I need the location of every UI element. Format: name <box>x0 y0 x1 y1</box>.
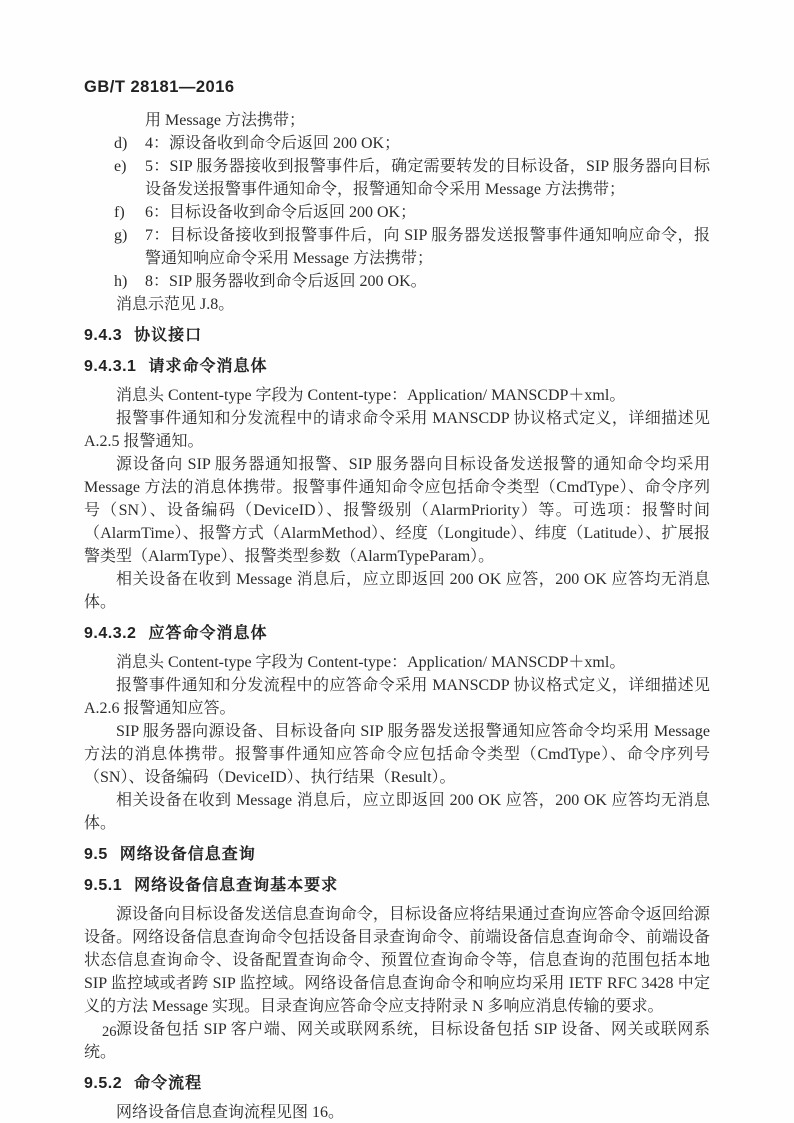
paragraph: 相关设备在收到 Message 消息后，应立即返回 200 OK 应答，200 OK 应答均无消息体。 <box>84 792 710 832</box>
list-item-g <box>84 224 710 270</box>
section-title: 请求命令消息体 <box>148 358 268 375</box>
list-item-marker: h) <box>114 273 128 290</box>
page-number: 26 <box>102 1024 117 1040</box>
section-number: 9.5.1 <box>84 877 123 894</box>
section-number: 9.4.3.2 <box>84 625 137 642</box>
list-item-marker: g) <box>114 227 128 244</box>
list-item-marker: e) <box>114 158 127 175</box>
section-heading-9-5-1 <box>84 874 710 897</box>
section-heading-9-4-3 <box>84 324 710 347</box>
paragraph: 消息头 Content-type 字段为 Content-type：Application/ MANSCDP＋xml。 <box>116 654 626 671</box>
paragraph: 源设备向目标设备发送信息查询命令，目标设备应将结果通过查询应答命令返回给源设备。网络设备信息查询命令包括设备目录查询命令、前端设备信息查询命令、前端设备状态信息查询命令、设备配置查询命令、预置位查询命令等，信息查询的范围包括本地 SIP 监控域或者跨 SIP 监控域。网络设备信息查询命令和响应均采用 IETF RFC 3428 中定义的方法 Message 实现。目录查询应答命令应支持附录 N 多响应消息传输的要求。 <box>84 906 710 1015</box>
message-example-note: 消息示范见 J.8。 <box>116 296 235 313</box>
section-title: 命令流程 <box>134 1075 203 1092</box>
list-item-e <box>84 155 710 201</box>
document-standard-number: GB/T 28181—2016 <box>84 78 235 96</box>
list-item-text: 5：SIP 服务器接收到报警事件后，确定需要转发的目标设备，SIP 服务器向目标设备发送报警事件通知命令，报警通知命令采用 Message 方法携带； <box>145 158 710 198</box>
section-number: 9.4.3 <box>84 327 123 344</box>
section-number: 9.4.3.1 <box>84 358 137 375</box>
list-item-text: 7：目标设备接收到报警事件后，向 SIP 服务器发送报警事件通知响应命令，报警通知响应命令采用 Message 方法携带； <box>145 227 710 267</box>
list-item-marker: f) <box>114 204 125 221</box>
section-heading-9-4-3-1 <box>84 355 710 378</box>
section-title: 应答命令消息体 <box>148 625 268 642</box>
paragraph: 报警事件通知和分发流程中的应答命令采用 MANSCDP 协议格式定义，详细描述见 A.2.6 报警通知应答。 <box>84 677 710 717</box>
section-title: 网络设备信息查询基本要求 <box>134 877 339 894</box>
paragraph: SIP 服务器向源设备、目标设备向 SIP 服务器发送报警通知应答命令均采用 Message 方法的消息体携带。报警事件通知应答命令应包括命令类型（CmdType）、命令序列号（SN）、设备编码（DeviceID）、执行结果（Result）。 <box>84 723 710 786</box>
section-title: 协议接口 <box>134 327 203 344</box>
paragraph: 相关设备在收到 Message 消息后，应立即返回 200 OK 应答，200 OK 应答均无消息体。 <box>84 571 710 611</box>
list-item-f <box>84 201 710 224</box>
list-item-marker: d) <box>114 135 128 152</box>
list-item-text: 6：目标设备收到命令后返回 200 OK； <box>145 204 417 221</box>
paragraph: 源设备向 SIP 服务器通知报警、SIP 服务器向目标设备发送报警的通知命令均采用 Message 方法的消息体携带。报警事件通知命令应包括命令类型（CmdType）、命令序列号（SN）、设备编码（DeviceID）、报警级别（AlarmPriority）等。可选项：报警时间（AlarmTime）、报警方式（AlarmMethod）、经度（Longitude）、纬度（Latitude）、扩展报警类型（AlarmType）、报警类型参数（AlarmTypeParam）。 <box>84 456 710 565</box>
paragraph: 消息头 Content-type 字段为 Content-type：Application/ MANSCDP＋xml。 <box>116 387 626 404</box>
section-heading-9-5 <box>84 843 710 866</box>
paragraph: 源设备包括 SIP 客户端、网关或联网系统，目标设备包括 SIP 设备、网关或联网系统。 <box>84 1021 710 1061</box>
page-body <box>84 109 710 1123</box>
list-item-d <box>84 132 710 155</box>
list-item-text: 8：SIP 服务器收到命令后返回 200 OK。 <box>145 273 427 290</box>
section-heading-9-4-3-2 <box>84 622 710 645</box>
list-item-h <box>84 270 710 293</box>
list-continuation-line: 用 Message 方法携带； <box>145 112 305 129</box>
paragraph: 报警事件通知和分发流程中的请求命令采用 MANSCDP 协议格式定义，详细描述见 A.2.5 报警通知。 <box>84 410 710 450</box>
list-item-text: 4：源设备收到命令后返回 200 OK； <box>145 135 401 152</box>
alarm-flow-list <box>84 132 710 293</box>
section-title: 网络设备信息查询 <box>119 846 256 863</box>
section-heading-9-5-2 <box>84 1072 710 1095</box>
section-number: 9.5.2 <box>84 1075 123 1092</box>
paragraph: 网络设备信息查询流程见图 16。 <box>116 1104 345 1121</box>
section-number: 9.5 <box>84 846 108 863</box>
